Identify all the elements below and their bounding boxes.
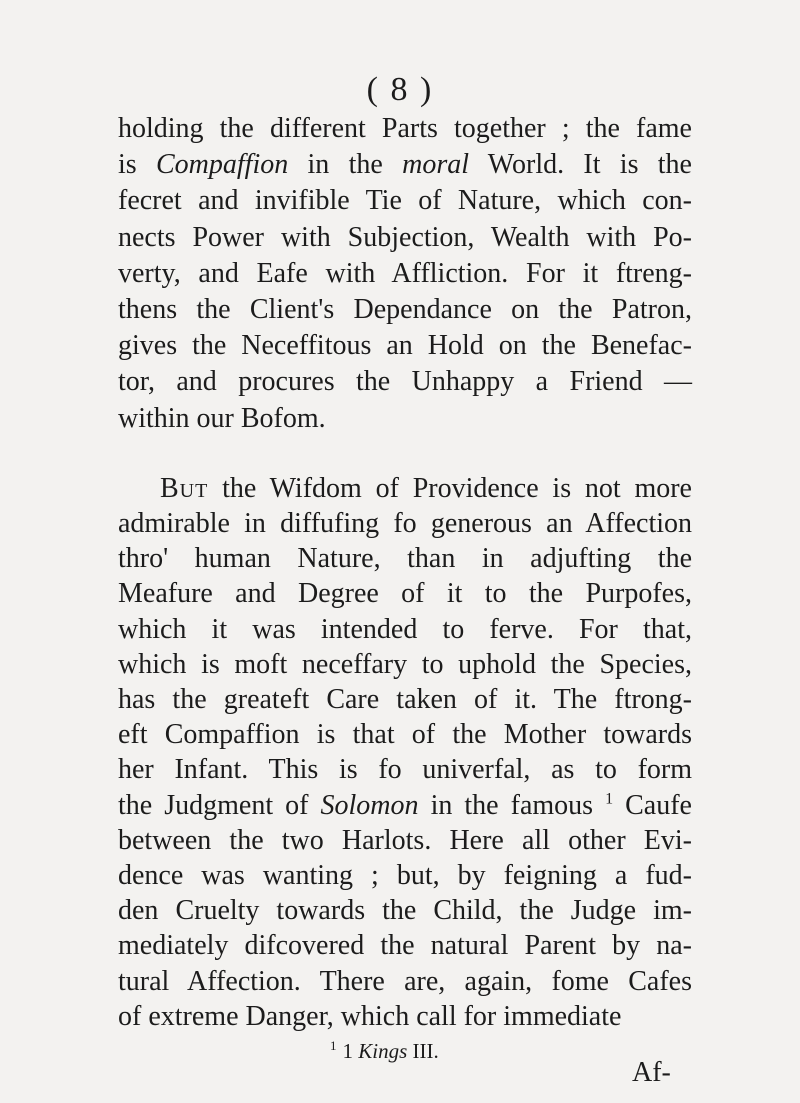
text-span: is bbox=[118, 149, 156, 181]
text-line bbox=[118, 894, 692, 928]
text-span: her Infant. This is fo univerfal, as to form bbox=[118, 754, 692, 786]
text-span: gives the Neceffitous an Hold on the Benefac- bbox=[118, 330, 692, 362]
text-span: tural Affection. There are, again, fome Cafes bbox=[118, 965, 692, 997]
text-line bbox=[118, 859, 692, 893]
text-line bbox=[118, 1000, 692, 1034]
text-span: dence was wanting ; but, by feigning a fud- bbox=[118, 860, 692, 891]
footnote-reference: 1 bbox=[605, 790, 614, 808]
small-caps-lead: But bbox=[160, 472, 209, 504]
text-span: thens the Client's Dependance on the Patron, bbox=[118, 294, 692, 325]
text-span: mediately difcovered the natural Parent by na- bbox=[118, 930, 692, 962]
text-span: World. It is the bbox=[469, 149, 692, 181]
text-line bbox=[118, 753, 692, 787]
footnote-book: Kings bbox=[358, 1038, 408, 1063]
italic-word: moral bbox=[402, 149, 470, 181]
text-line bbox=[118, 507, 692, 541]
text-span: the Wifdom of Providence is not more bbox=[208, 472, 692, 504]
text-span: of extreme Danger, which call for immediate bbox=[118, 1000, 622, 1032]
text-line bbox=[118, 824, 692, 858]
text-line bbox=[118, 542, 692, 576]
text-span: fecret and invifible Tie of Nature, which con- bbox=[118, 185, 692, 217]
text-span: within our Bofom. bbox=[118, 402, 326, 434]
text-span: which is moft neceffary to uphold the Species, bbox=[118, 648, 692, 680]
text-line bbox=[118, 718, 692, 752]
text-span: thro' human Nature, than in adjufting the bbox=[118, 543, 692, 575]
footnote-mark: 1 bbox=[330, 1037, 337, 1053]
text-span: the Judgment of bbox=[118, 789, 321, 821]
footnote-number: 1 bbox=[342, 1038, 359, 1063]
footnote-chapter: III. bbox=[407, 1038, 439, 1063]
text-span: which it was intended to ferve. For that, bbox=[118, 613, 692, 645]
text-span: den Cruelty towards the Child, the Judge im- bbox=[118, 895, 692, 927]
text-line bbox=[118, 577, 692, 611]
text-span: eft Compaffion is that of the Mother towards bbox=[118, 719, 692, 751]
text-span: admirable in diffufing fo generous an Affection bbox=[118, 508, 692, 539]
text-line bbox=[118, 148, 692, 182]
text-line bbox=[118, 683, 692, 717]
italic-word: Compaffion bbox=[155, 149, 289, 181]
text-line bbox=[118, 112, 692, 146]
text-line bbox=[118, 402, 692, 436]
page-number: ( 8 ) bbox=[366, 71, 434, 108]
text-span: between the two Harlots. Here all other Evi- bbox=[118, 824, 692, 856]
text-line bbox=[118, 293, 692, 327]
text-span: Caufe bbox=[613, 789, 692, 821]
text-line bbox=[118, 257, 692, 291]
text-span: in the bbox=[288, 149, 403, 181]
text-span: nects Power with Subjection, Wealth with Po- bbox=[118, 221, 692, 253]
text-span: has the greateft Care taken of it. The ftrong- bbox=[118, 684, 692, 715]
text-line bbox=[160, 472, 692, 506]
text-span: Meafure and Degree of it to the Purpofes, bbox=[118, 578, 692, 610]
text-line bbox=[118, 221, 692, 255]
footnote bbox=[330, 1038, 439, 1064]
catchword: Af- bbox=[632, 1056, 671, 1088]
text-line bbox=[118, 613, 692, 647]
text-span: tor, and procures the Unhappy a Friend — bbox=[118, 366, 692, 398]
italic-word: Solomon bbox=[320, 789, 419, 821]
text-line bbox=[118, 365, 692, 399]
text-line bbox=[118, 329, 692, 363]
text-span: verty, and Eafe with Affliction. For it ftreng- bbox=[118, 257, 692, 289]
text-span: holding the different Parts together ; the fame bbox=[118, 113, 692, 144]
text-line bbox=[118, 184, 692, 218]
text-line bbox=[118, 929, 692, 963]
text-line bbox=[118, 648, 692, 682]
text-line bbox=[118, 789, 692, 823]
text-line bbox=[118, 965, 692, 999]
text-span: in the famous bbox=[418, 789, 606, 821]
